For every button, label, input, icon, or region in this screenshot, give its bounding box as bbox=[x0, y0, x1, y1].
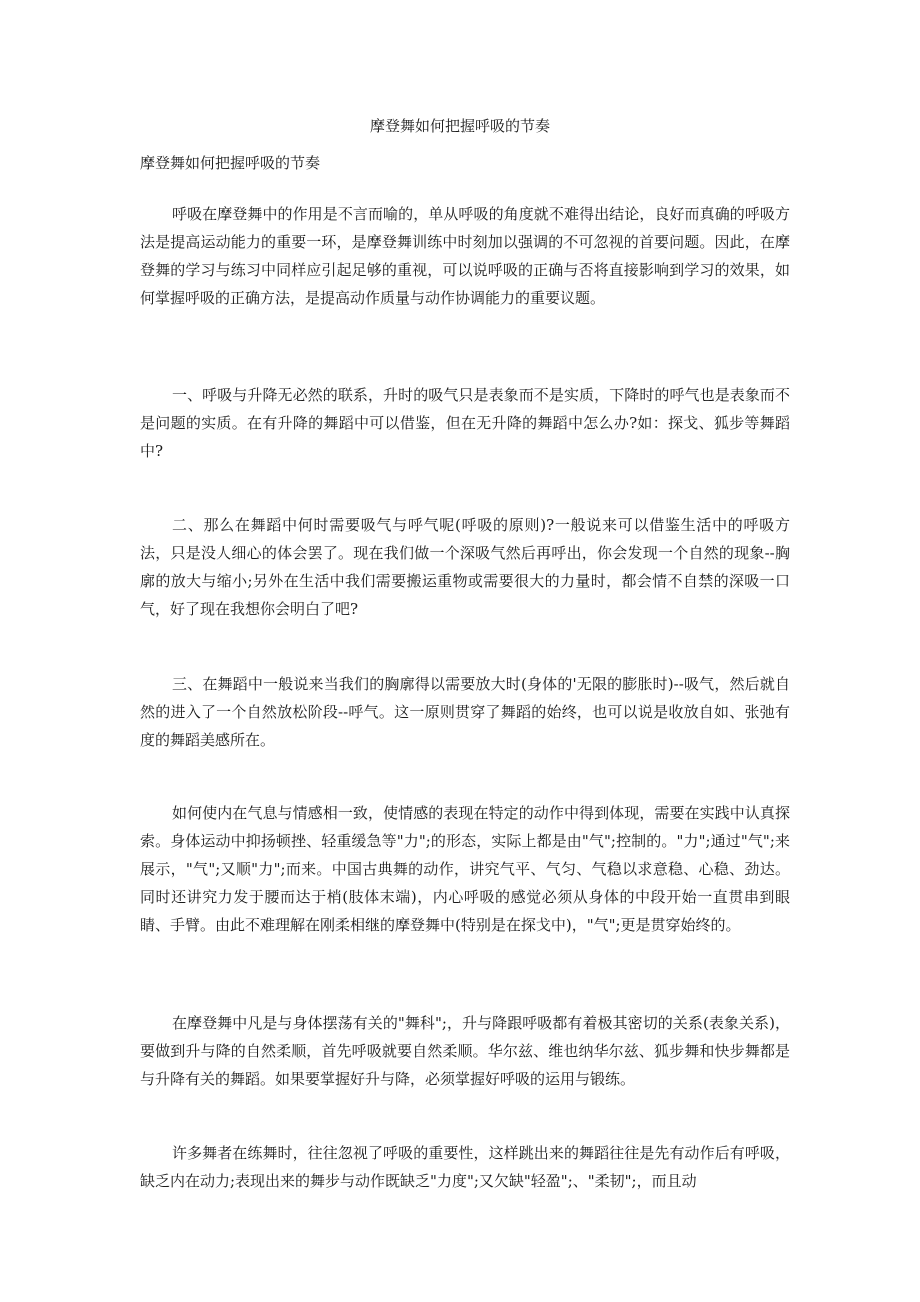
paragraph-common-mistakes: 许多舞者在练舞时，往往忽视了呼吸的重要性，这样跳出来的舞蹈往往是先有动作后有呼吸，缺乏内在动力;表现出来的舞步与动作既缺乏"力度";又欠缺"轻盈";、"柔韧";，而且动 bbox=[140, 1144, 790, 1190]
paragraph-rise-fall: 在摩登舞中凡是与身体摆荡有关的"舞科";，升与降跟呼吸都有着极其密切的关系(表象关系)，要做到升与降的自然柔顺，首先呼吸就要自然柔顺。华尔兹、维也纳华尔兹、狐步舞和快步舞都是与升降有关的舞蹈。如果要掌握好升与降，必须掌握好呼吸的运用与锻练。 bbox=[140, 1014, 790, 1088]
document-subtitle: 摩登舞如何把握呼吸的节奏 bbox=[140, 154, 321, 172]
paragraph-point-two: 二、那么在舞蹈中何时需要吸气与呼气呢(呼吸的原则)?一般说来可以借鉴生活中的呼吸方法，只是没人细心的体会罢了。现在我们做一个深吸气然后再呼出，你会发现一个自然的现象--胸廓的放大与缩小;另外在生活中我们需要搬运重物或需要很大的力量时，都会情不自禁的深吸一口气，好了现在我想你会明白了吧? bbox=[140, 516, 790, 618]
paragraph-point-one: 一、呼吸与升降无必然的联系，升时的吸气只是表象而不是实质，下降时的呼气也是表象而不是问题的实质。在有升降的舞蹈中可以借鉴，但在无升降的舞蹈中怎么办?如：探戈、狐步等舞蹈中? bbox=[140, 386, 790, 460]
document-title: 摩登舞如何把握呼吸的节奏 bbox=[369, 117, 550, 135]
paragraph-breath-emotion: 如何使内在气息与情感相一致，使情感的表现在特定的动作中得到体现，需要在实践中认真探索。身体运动中抑扬顿挫、轻重缓急等"力";的形态，实际上都是由"气";控制的。"力";通过"气";来展示，"气";又顺"力";而来。中国古典舞的动作，讲究气平、气匀、气稳以求意稳、心稳、劲达。同时还讲究力发于腰而达于梢(肢体末端)，内心呼吸的感觉必须从身体的中段开始一直贯串到眼睛、手臂。由此不难理解在刚柔相继的摩登舞中(特别是在探戈中)，"气";更是贯穿始终的。 bbox=[140, 804, 790, 934]
paragraph-intro: 呼吸在摩登舞中的作用是不言而喻的，单从呼吸的角度就不难得出结论，良好而真确的呼吸方法是提高运动能力的重要一环，是摩登舞训练中时刻加以强调的不可忽视的首要问题。因此，在摩登舞的学习与练习中同样应引起足够的重视，可以说呼吸的正确与否将直接影响到学习的效果，如何掌握呼吸的正确方法，是提高动作质量与动作协调能力的重要议题。 bbox=[140, 205, 790, 307]
paragraph-point-three: 三、在舞蹈中一般说来当我们的胸廓得以需要放大时(身体的'无限的膨胀时)--吸气，然后就自然的进入了一个自然放松阶段--呼气。这一原则贯穿了舞蹈的始终，也可以说是收放自如、张弛有度的舞蹈美感所在。 bbox=[140, 675, 790, 749]
